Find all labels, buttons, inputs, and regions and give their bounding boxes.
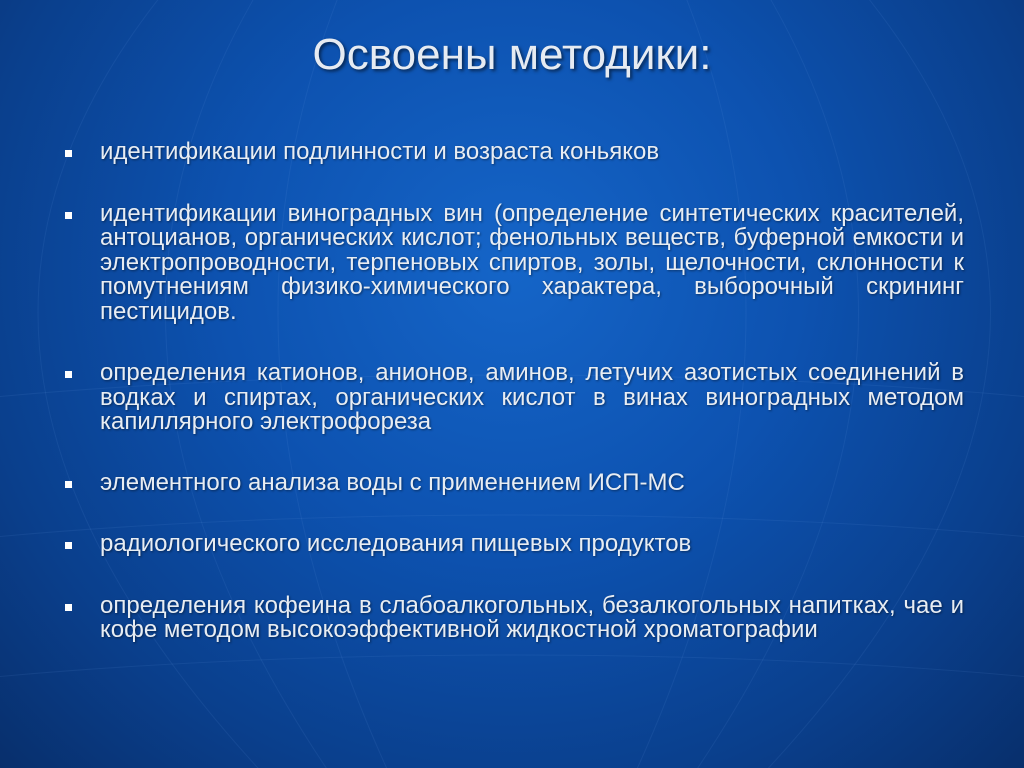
bullet-text: идентификации виноградных вин (определение синтетических красителей, антоцианов, органических кислот; фенольных веществ, буферной емкости и электропроводности, терпеновых спиртов, золы, щелочности, склонности к помутнениям физико-химического характера, выборочный скрининг пестицидов. [100, 199, 964, 325]
list-item [64, 591, 964, 643]
bullet-text: определения кофеина в слабоалкогольных, безалкогольных напитках, чае и кофе методом высокоэффективной жидкостной хроматографии [100, 591, 964, 643]
bullet-text: идентификации подлинности и возраста коньяков [100, 138, 660, 165]
square-bullet-icon [65, 604, 72, 611]
square-bullet-icon [65, 150, 72, 157]
slide-title: Освоены методики: [312, 30, 712, 79]
list-item [64, 361, 964, 435]
list-item [64, 140, 964, 165]
square-bullet-icon [65, 481, 72, 488]
square-bullet-icon [65, 542, 72, 549]
list-item [64, 532, 964, 557]
list-item [64, 199, 964, 325]
bullet-text: элементного анализа воды с применением ИСП-МС [100, 468, 685, 496]
bullet-list [64, 140, 964, 643]
bullet-text: определения катионов, анионов, аминов, летучих азотистых соединений в водках и спиртах, органических кислот в винах виноградных методом капиллярного электрофореза [100, 359, 964, 435]
square-bullet-icon [65, 371, 72, 378]
bullet-text: радиологического исследования пищевых продуктов [100, 530, 692, 557]
list-item [64, 468, 964, 496]
square-bullet-icon [65, 212, 72, 219]
